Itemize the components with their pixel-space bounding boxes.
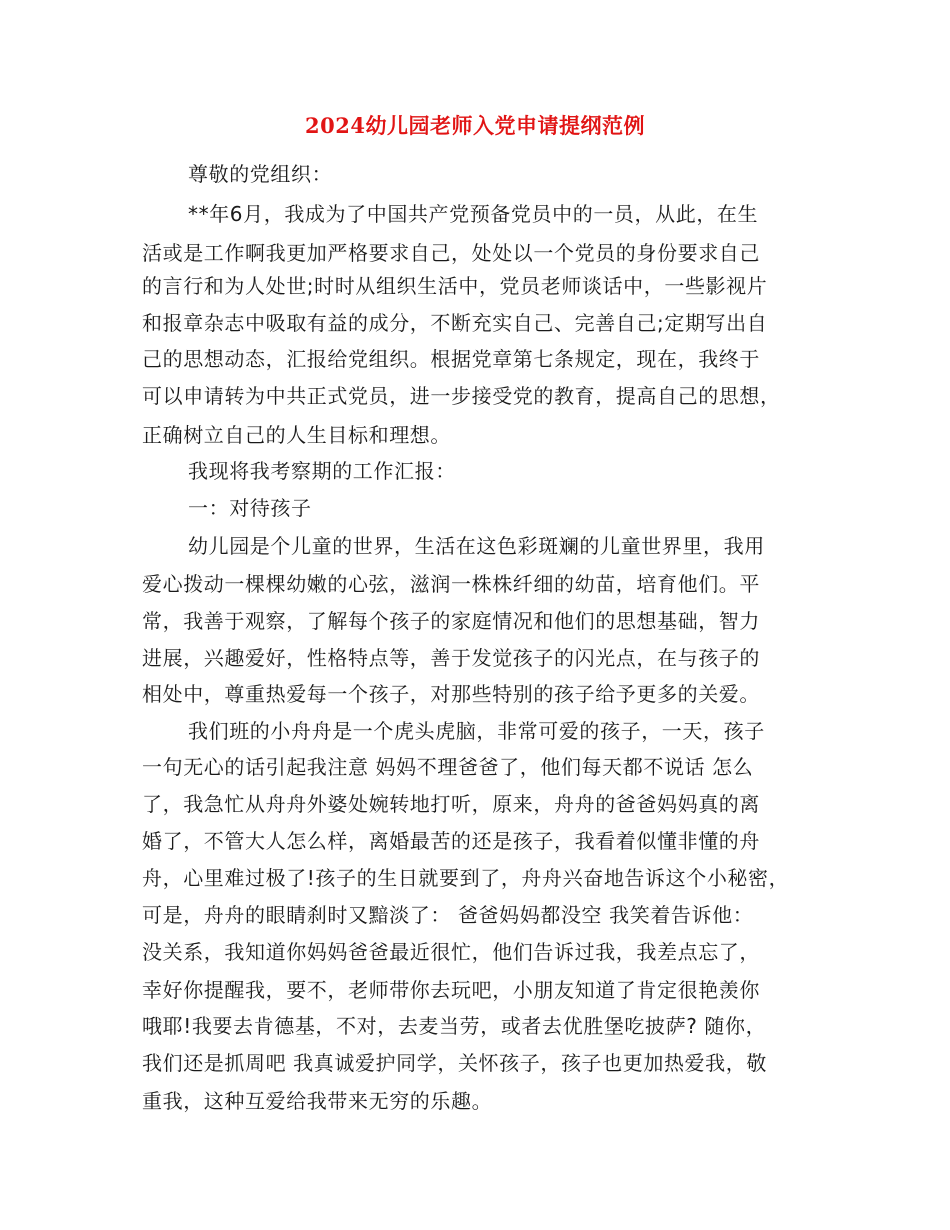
- document-title: 2024幼儿园老师入党申请提纲范例: [305, 113, 645, 138]
- paragraph-line: 我们班的小舟舟是一个虎头虎脑，非常可爱的孩子，一天，孩子: [188, 719, 765, 743]
- salutation: 尊敬的党组织：: [188, 162, 333, 186]
- paragraph-line: 舟，心里难过极了!孩子的生日就要到了，舟舟兴奋地告诉这个小秘密，: [142, 866, 790, 890]
- paragraph-line: 幸好你提醒我，要不，老师带你去玩吧，小朋友知道了肯定很艳羡你: [142, 978, 760, 1002]
- paragraph-line: 重我，这种互爱给我带来无穷的乐趣。: [142, 1089, 493, 1113]
- paragraph-line: 和报章杂志中吸取有益的成分，不断充实自己、完善自己;定期写出自: [142, 311, 768, 335]
- paragraph-line: 己的思想动态，汇报给党组织。根据党章第七条规定，现在，我终于: [142, 347, 760, 371]
- paragraph-line: 我现将我考察期的工作汇报：: [188, 459, 456, 483]
- paragraph-line: 正确树立自己的人生目标和理想。: [142, 423, 451, 447]
- paragraph-line: 婚了，不管大人怎么样，离婚最苦的还是孩子，我看着似懂非懂的舟: [142, 829, 760, 853]
- paragraph-line: 没关系，我知道你妈妈爸爸最近很忙，他们告诉过我，我差点忘了，: [142, 940, 760, 964]
- paragraph-line: 进展，兴趣爱好，性格特点等，善于发觉孩子的闪光点，在与孩子的: [142, 646, 760, 670]
- paragraph-line: 可是，舟舟的眼睛刹时又黯淡了： 爸爸妈妈都没空 我笑着告诉他：: [142, 903, 754, 927]
- paragraph-line: **年6月，我成为了中国共产党预备党员中的一员，从此，在生: [188, 202, 759, 226]
- paragraph-line: 了，我急忙从舟舟外婆处婉转地打听，原来，舟舟的爸爸妈妈真的离: [142, 792, 760, 816]
- paragraph-line: 的言行和为人处世;时时从组织生活中，党员老师谈话中，一些影视片: [142, 274, 768, 298]
- paragraph-line: 相处中，尊重热爱每一个孩子，对那些特别的孩子给予更多的关爱。: [142, 682, 760, 706]
- paragraph-line: 活或是工作啊我更加严格要求自己，处处以一个党员的身份要求自己: [142, 241, 760, 265]
- paragraph-line: 哦耶!我要去肯德基，不对，去麦当劳，或者去优胜堡吃披萨? 随你，: [142, 1014, 767, 1038]
- paragraph-line: 可以申请转为中共正式党员，进一步接受党的教育，提高自己的思想，: [142, 384, 781, 408]
- paragraph-line: 一句无心的话引起我注意 妈妈不理爸爸了，他们每天都不说话 怎么: [142, 755, 754, 779]
- section-heading: 一：对待孩子: [188, 496, 312, 520]
- paragraph-line: 爱心拨动一棵棵幼嫩的心弦，滋润一株株纤细的幼苗，培育他们。平: [142, 572, 760, 596]
- paragraph-line: 常，我善于观察，了解每个孩子的家庭情况和他们的思想基础，智力: [142, 609, 760, 633]
- paragraph-line: 幼儿园是个儿童的世界，生活在这色彩斑斓的儿童世界里，我用: [188, 534, 765, 558]
- paragraph-line: 我们还是抓周吧 我真诚爱护同学，关怀孩子，孩子也更加热爱我，敬: [142, 1051, 767, 1075]
